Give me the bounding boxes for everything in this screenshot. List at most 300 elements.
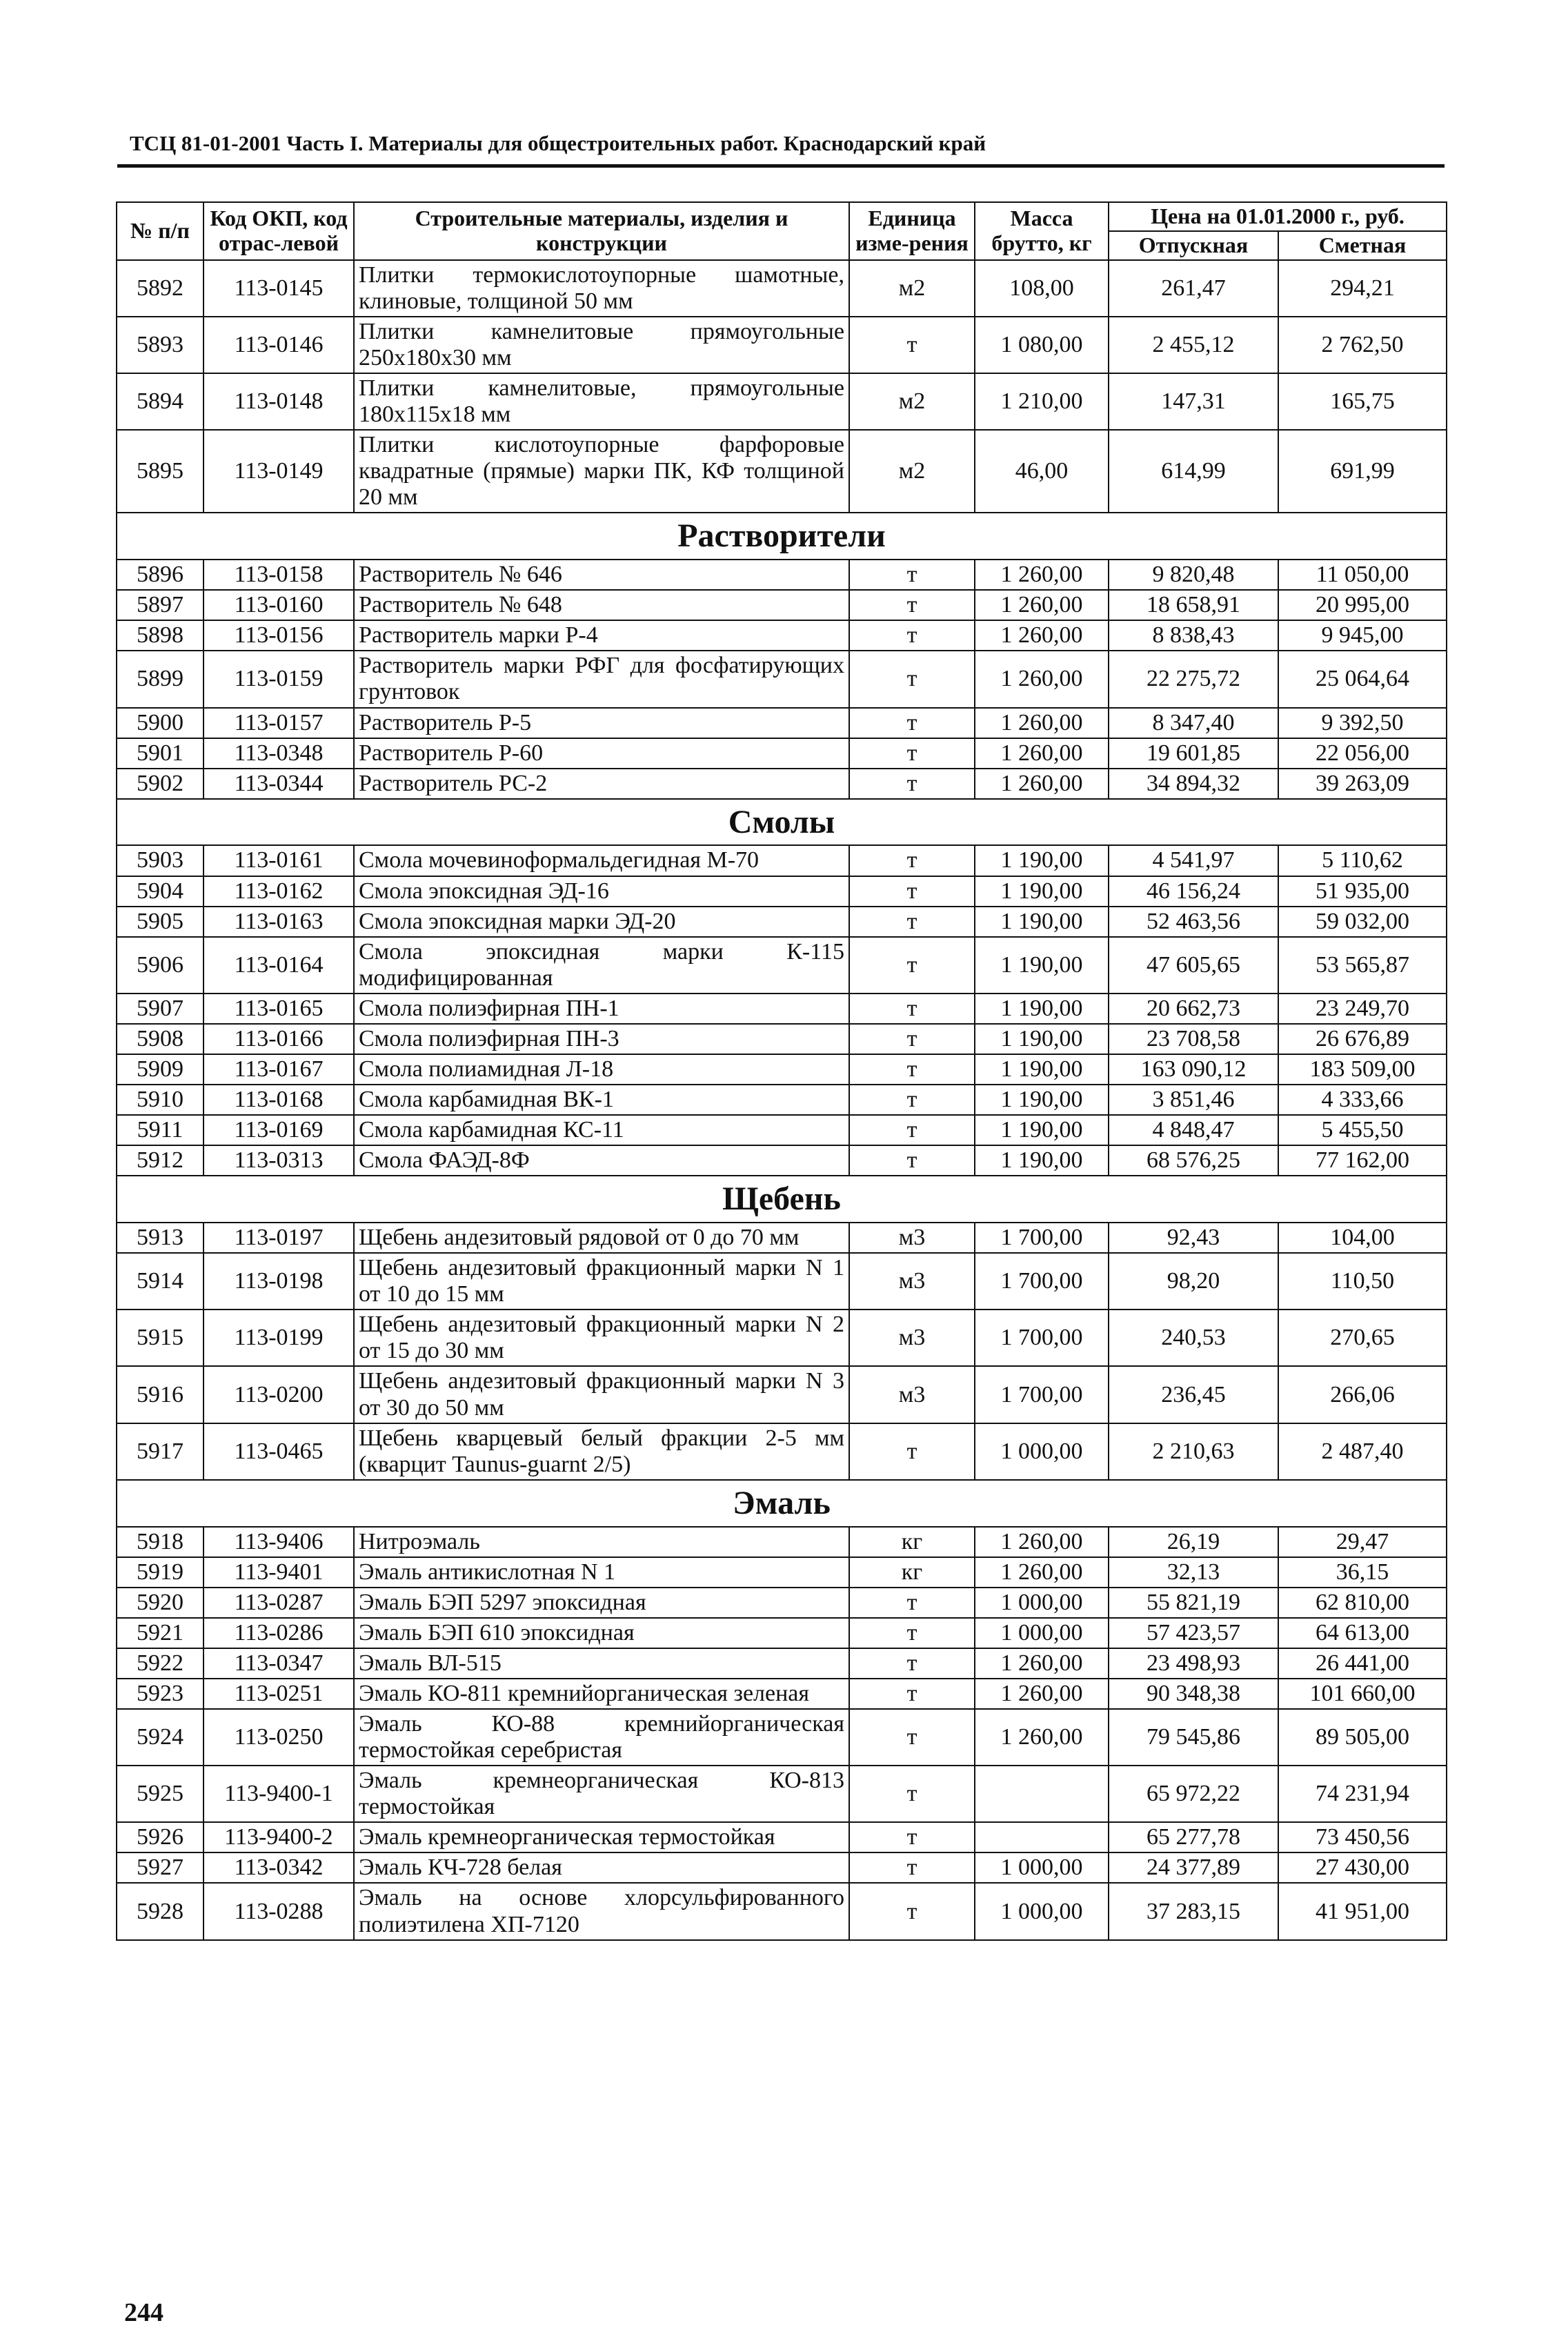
cell-price-release: 614,99	[1109, 430, 1278, 513]
table-row	[117, 769, 1447, 799]
cell-price-release: 34 894,32	[1109, 769, 1278, 799]
cell-price-release: 3 851,46	[1109, 1085, 1278, 1115]
cell-price-estimate: 29,47	[1278, 1527, 1447, 1557]
cell-mass: 1 260,00	[975, 1527, 1109, 1557]
cell-mass: 1 700,00	[975, 1310, 1109, 1366]
cell-price-estimate: 11 050,00	[1278, 560, 1447, 590]
cell-name: Эмаль ВЛ-515	[354, 1648, 849, 1679]
cell-name: Смола полиэфирная ПН-1	[354, 994, 849, 1024]
cell-name: Плитки кислотоупорные фарфоровые квадратные (прямые) марки ПК, КФ толщиной 20 мм	[354, 430, 849, 513]
cell-price-estimate: 104,00	[1278, 1223, 1447, 1253]
cell-unit: кг	[849, 1557, 975, 1588]
cell-name: Эмаль КЧ-728 белая	[354, 1852, 849, 1883]
cell-mass: 1 260,00	[975, 1679, 1109, 1709]
cell-name: Плитки камнелитовые, прямоугольные 180х115х18 мм	[354, 373, 849, 430]
cell-code: 113-0465	[204, 1423, 354, 1480]
cell-price-release: 47 605,65	[1109, 937, 1278, 994]
cell-mass: 1 260,00	[975, 1648, 1109, 1679]
table-row	[117, 708, 1447, 738]
cell-code: 113-0342	[204, 1852, 354, 1883]
cell-mass: 1 190,00	[975, 907, 1109, 937]
cell-number: 5916	[117, 1366, 204, 1423]
cell-mass: 1 260,00	[975, 620, 1109, 651]
cell-price-release: 98,20	[1109, 1253, 1278, 1310]
cell-price-estimate: 62 810,00	[1278, 1588, 1447, 1618]
cell-price-estimate: 101 660,00	[1278, 1679, 1447, 1709]
cell-price-release: 23 708,58	[1109, 1024, 1278, 1054]
cell-mass: 1 000,00	[975, 1883, 1109, 1939]
cell-mass	[975, 1766, 1109, 1822]
cell-unit: т	[849, 994, 975, 1024]
cell-number: 5914	[117, 1253, 204, 1310]
cell-mass: 1 190,00	[975, 1145, 1109, 1176]
cell-price-estimate: 22 056,00	[1278, 738, 1447, 769]
cell-number: 5902	[117, 769, 204, 799]
cell-code: 113-9406	[204, 1527, 354, 1557]
cell-price-release: 2 455,12	[1109, 317, 1278, 373]
page-header: ТСЦ 81-01-2001 Часть I. Материалы для общестроительных работ. Краснодарский край	[130, 131, 986, 155]
cell-code: 113-0197	[204, 1223, 354, 1253]
col-header-mass: Масса брутто, кг	[975, 202, 1109, 260]
table-row	[117, 317, 1447, 373]
cell-price-release: 57 423,57	[1109, 1618, 1278, 1648]
cell-unit: т	[849, 1145, 975, 1176]
cell-name: Эмаль БЭП 5297 эпоксидная	[354, 1588, 849, 1618]
cell-price-release: 24 377,89	[1109, 1852, 1278, 1883]
cell-price-estimate: 39 263,09	[1278, 769, 1447, 799]
cell-name: Растворитель Р-5	[354, 708, 849, 738]
cell-price-estimate: 183 509,00	[1278, 1054, 1447, 1085]
table-row	[117, 1115, 1447, 1145]
cell-name: Смола карбамидная ВК-1	[354, 1085, 849, 1115]
cell-mass: 1 000,00	[975, 1423, 1109, 1480]
cell-code: 113-0344	[204, 769, 354, 799]
table-row	[117, 1145, 1447, 1176]
cell-price-estimate: 74 231,94	[1278, 1766, 1447, 1822]
cell-name: Растворитель № 646	[354, 560, 849, 590]
cell-name: Эмаль кремнеорганическая КО-813 термостойкая	[354, 1766, 849, 1822]
cell-mass: 1 190,00	[975, 1054, 1109, 1085]
cell-code: 113-0159	[204, 651, 354, 707]
cell-code: 113-0347	[204, 1648, 354, 1679]
cell-price-release: 23 498,93	[1109, 1648, 1278, 1679]
table-row	[117, 1709, 1447, 1766]
cell-unit: т	[849, 620, 975, 651]
cell-code: 113-0288	[204, 1883, 354, 1939]
table-row	[117, 1588, 1447, 1618]
table-body	[117, 260, 1447, 1940]
cell-price-release: 46 156,24	[1109, 876, 1278, 907]
cell-number: 5918	[117, 1527, 204, 1557]
cell-number: 5895	[117, 430, 204, 513]
cell-number: 5893	[117, 317, 204, 373]
cell-name: Эмаль на основе хлорсульфированного полиэтилена ХП-7120	[354, 1883, 849, 1939]
cell-unit: т	[849, 769, 975, 799]
cell-price-release: 68 576,25	[1109, 1145, 1278, 1176]
cell-number: 5897	[117, 590, 204, 620]
cell-number: 5915	[117, 1310, 204, 1366]
cell-number: 5921	[117, 1618, 204, 1648]
cell-price-estimate: 165,75	[1278, 373, 1447, 430]
cell-name: Смола эпоксидная марки К-115 модифицированная	[354, 937, 849, 994]
cell-price-release: 90 348,38	[1109, 1679, 1278, 1709]
cell-price-release: 55 821,19	[1109, 1588, 1278, 1618]
cell-price-estimate: 59 032,00	[1278, 907, 1447, 937]
table-row	[117, 1679, 1447, 1709]
cell-code: 113-9401	[204, 1557, 354, 1588]
cell-mass: 1 260,00	[975, 560, 1109, 590]
cell-number: 5892	[117, 260, 204, 317]
cell-number: 5923	[117, 1679, 204, 1709]
cell-mass: 1 190,00	[975, 937, 1109, 994]
cell-name: Смола эпоксидная ЭД-16	[354, 876, 849, 907]
cell-mass: 1 080,00	[975, 317, 1109, 373]
cell-unit: т	[849, 1679, 975, 1709]
cell-code: 113-0160	[204, 590, 354, 620]
col-header-name: Строительные материалы, изделия и конструкции	[354, 202, 849, 260]
cell-mass: 1 260,00	[975, 651, 1109, 707]
cell-code: 113-0166	[204, 1024, 354, 1054]
table-row	[117, 1253, 1447, 1310]
cell-number: 5920	[117, 1588, 204, 1618]
cell-price-release: 240,53	[1109, 1310, 1278, 1366]
cell-name: Эмаль БЭП 610 эпоксидная	[354, 1618, 849, 1648]
cell-number: 5910	[117, 1085, 204, 1115]
cell-mass: 1 260,00	[975, 1557, 1109, 1588]
cell-number: 5904	[117, 876, 204, 907]
cell-number: 5925	[117, 1766, 204, 1822]
cell-mass: 1 190,00	[975, 994, 1109, 1024]
cell-name: Эмаль КО-88 кремнийорганическая термостойкая серебристая	[354, 1709, 849, 1766]
table-row	[117, 430, 1447, 513]
cell-price-release: 147,31	[1109, 373, 1278, 430]
table-row	[117, 1557, 1447, 1588]
cell-price-release: 22 275,72	[1109, 651, 1278, 707]
cell-price-estimate: 691,99	[1278, 430, 1447, 513]
cell-mass: 1 190,00	[975, 1085, 1109, 1115]
cell-price-estimate: 89 505,00	[1278, 1709, 1447, 1766]
cell-unit: т	[849, 1054, 975, 1085]
cell-name: Смола полиамидная Л-18	[354, 1054, 849, 1085]
cell-name: Смола мочевиноформальдегидная М-70	[354, 845, 849, 876]
cell-number: 5922	[117, 1648, 204, 1679]
table-row	[117, 560, 1447, 590]
cell-number: 5927	[117, 1852, 204, 1883]
cell-code: 113-0200	[204, 1366, 354, 1423]
cell-number: 5900	[117, 708, 204, 738]
cell-unit: т	[849, 1085, 975, 1115]
cell-price-estimate: 64 613,00	[1278, 1618, 1447, 1648]
table-row	[117, 1223, 1447, 1253]
cell-unit: м3	[849, 1223, 975, 1253]
cell-price-estimate: 77 162,00	[1278, 1145, 1447, 1176]
cell-mass: 1 000,00	[975, 1618, 1109, 1648]
cell-price-release: 37 283,15	[1109, 1883, 1278, 1939]
cell-code: 113-9400-1	[204, 1766, 354, 1822]
page-number: 244	[124, 2298, 163, 2327]
cell-unit: т	[849, 1822, 975, 1852]
table-row	[117, 373, 1447, 430]
cell-price-release: 19 601,85	[1109, 738, 1278, 769]
cell-unit: т	[849, 1115, 975, 1145]
cell-price-estimate: 26 676,89	[1278, 1024, 1447, 1054]
table-row	[117, 651, 1447, 707]
price-table	[116, 201, 1447, 1941]
cell-name: Растворитель № 648	[354, 590, 849, 620]
table-row	[117, 738, 1447, 769]
cell-number: 5911	[117, 1115, 204, 1145]
cell-name: Растворитель марки РФГ для фосфатирующих грунтовок	[354, 651, 849, 707]
table-row	[117, 1618, 1447, 1648]
cell-unit: т	[849, 317, 975, 373]
cell-unit: т	[849, 1588, 975, 1618]
cell-number: 5903	[117, 845, 204, 876]
cell-price-release: 26,19	[1109, 1527, 1278, 1557]
cell-price-estimate: 5 110,62	[1278, 845, 1447, 876]
cell-price-estimate: 9 392,50	[1278, 708, 1447, 738]
cell-code: 113-0158	[204, 560, 354, 590]
cell-price-estimate: 26 441,00	[1278, 1648, 1447, 1679]
cell-price-release: 4 541,97	[1109, 845, 1278, 876]
cell-code: 113-0313	[204, 1145, 354, 1176]
cell-mass: 1 260,00	[975, 738, 1109, 769]
cell-price-estimate: 110,50	[1278, 1253, 1447, 1310]
cell-code: 113-0198	[204, 1253, 354, 1310]
table-row	[117, 1527, 1447, 1557]
cell-code: 113-0167	[204, 1054, 354, 1085]
cell-price-release: 79 545,86	[1109, 1709, 1278, 1766]
cell-mass: 1 190,00	[975, 876, 1109, 907]
table-row	[117, 907, 1447, 937]
cell-unit: т	[849, 560, 975, 590]
cell-unit: т	[849, 651, 975, 707]
table-row	[117, 620, 1447, 651]
cell-number: 5926	[117, 1822, 204, 1852]
cell-mass: 1 260,00	[975, 769, 1109, 799]
cell-price-estimate: 266,06	[1278, 1366, 1447, 1423]
cell-price-estimate: 2 487,40	[1278, 1423, 1447, 1480]
table-row	[117, 1883, 1447, 1939]
table-row	[117, 260, 1447, 317]
cell-name: Эмаль КО-811 кремнийорганическая зеленая	[354, 1679, 849, 1709]
cell-price-release: 8 838,43	[1109, 620, 1278, 651]
cell-code: 113-0148	[204, 373, 354, 430]
cell-code: 113-0145	[204, 260, 354, 317]
cell-code: 113-0163	[204, 907, 354, 937]
cell-unit: т	[849, 876, 975, 907]
cell-code: 113-0199	[204, 1310, 354, 1366]
cell-price-estimate: 270,65	[1278, 1310, 1447, 1366]
cell-name: Растворитель Р-60	[354, 738, 849, 769]
cell-unit: т	[849, 937, 975, 994]
cell-name: Эмаль антикислотная N 1	[354, 1557, 849, 1588]
cell-price-release: 261,47	[1109, 260, 1278, 317]
cell-number: 5909	[117, 1054, 204, 1085]
cell-code: 113-0161	[204, 845, 354, 876]
cell-unit: т	[849, 845, 975, 876]
table-row	[117, 845, 1447, 876]
cell-mass: 1 000,00	[975, 1588, 1109, 1618]
cell-price-release: 8 347,40	[1109, 708, 1278, 738]
cell-unit: т	[849, 590, 975, 620]
cell-unit: т	[849, 1648, 975, 1679]
cell-price-estimate: 23 249,70	[1278, 994, 1447, 1024]
cell-code: 113-0146	[204, 317, 354, 373]
cell-name: Растворитель марки Р-4	[354, 620, 849, 651]
cell-unit: м3	[849, 1253, 975, 1310]
cell-name: Смола эпоксидная марки ЭД-20	[354, 907, 849, 937]
table-row	[117, 994, 1447, 1024]
cell-price-estimate: 4 333,66	[1278, 1085, 1447, 1115]
section-row	[117, 513, 1447, 560]
section-title: Растворители	[117, 513, 1447, 560]
cell-number: 5898	[117, 620, 204, 651]
section-row	[117, 1480, 1447, 1527]
cell-name: Щебень андезитовый фракционный марки N 3 от 30 до 50 мм	[354, 1366, 849, 1423]
cell-code: 113-0168	[204, 1085, 354, 1115]
cell-mass: 1 190,00	[975, 1115, 1109, 1145]
cell-code: 113-0162	[204, 876, 354, 907]
cell-unit: т	[849, 708, 975, 738]
cell-number: 5908	[117, 1024, 204, 1054]
cell-number: 5924	[117, 1709, 204, 1766]
cell-mass: 1 260,00	[975, 1709, 1109, 1766]
cell-number: 5896	[117, 560, 204, 590]
cell-code: 113-0164	[204, 937, 354, 994]
cell-price-estimate: 73 450,56	[1278, 1822, 1447, 1852]
cell-price-release: 236,45	[1109, 1366, 1278, 1423]
table-row	[117, 1766, 1447, 1822]
cell-name: Щебень андезитовый рядовой от 0 до 70 мм	[354, 1223, 849, 1253]
table-row	[117, 590, 1447, 620]
cell-mass: 1 190,00	[975, 845, 1109, 876]
cell-name: Плитки термокислотоупорные шамотные, клиновые, толщиной 50 мм	[354, 260, 849, 317]
section-row	[117, 1176, 1447, 1223]
cell-number: 5894	[117, 373, 204, 430]
cell-unit: м2	[849, 260, 975, 317]
cell-price-release: 2 210,63	[1109, 1423, 1278, 1480]
section-row	[117, 799, 1447, 846]
cell-price-release: 32,13	[1109, 1557, 1278, 1588]
cell-price-release: 163 090,12	[1109, 1054, 1278, 1085]
cell-name: Смола ФАЭД-8Ф	[354, 1145, 849, 1176]
cell-price-estimate: 36,15	[1278, 1557, 1447, 1588]
cell-unit: т	[849, 1423, 975, 1480]
table-row	[117, 1085, 1447, 1115]
cell-number: 5899	[117, 651, 204, 707]
cell-unit: м2	[849, 373, 975, 430]
table-header	[117, 202, 1447, 260]
cell-price-release: 52 463,56	[1109, 907, 1278, 937]
cell-price-release: 92,43	[1109, 1223, 1278, 1253]
cell-price-estimate: 25 064,64	[1278, 651, 1447, 707]
col-header-code: Код ОКП, код отрас-левой	[204, 202, 354, 260]
cell-mass	[975, 1822, 1109, 1852]
cell-number: 5912	[117, 1145, 204, 1176]
cell-price-estimate: 9 945,00	[1278, 620, 1447, 651]
cell-price-release: 4 848,47	[1109, 1115, 1278, 1145]
cell-name: Нитроэмаль	[354, 1527, 849, 1557]
cell-code: 113-0165	[204, 994, 354, 1024]
cell-unit: т	[849, 1766, 975, 1822]
cell-price-release: 65 277,78	[1109, 1822, 1278, 1852]
table-row	[117, 1822, 1447, 1852]
table-row	[117, 1054, 1447, 1085]
cell-mass: 1 210,00	[975, 373, 1109, 430]
table-row	[117, 876, 1447, 907]
cell-price-estimate: 27 430,00	[1278, 1852, 1447, 1883]
table-row	[117, 1310, 1447, 1366]
section-title: Смолы	[117, 799, 1447, 846]
cell-price-estimate: 294,21	[1278, 260, 1447, 317]
cell-name: Щебень андезитовый фракционный марки N 2 от 15 до 30 мм	[354, 1310, 849, 1366]
cell-name: Плитки камнелитовые прямоугольные 250х180х30 мм	[354, 317, 849, 373]
cell-price-release: 18 658,91	[1109, 590, 1278, 620]
cell-unit: т	[849, 1852, 975, 1883]
cell-name: Смола карбамидная КС-11	[354, 1115, 849, 1145]
cell-number: 5905	[117, 907, 204, 937]
cell-code: 113-0149	[204, 430, 354, 513]
cell-mass: 1 260,00	[975, 590, 1109, 620]
table-row	[117, 1024, 1447, 1054]
cell-price-release: 20 662,73	[1109, 994, 1278, 1024]
cell-code: 113-0251	[204, 1679, 354, 1709]
col-header-price-estimate: Сметная	[1278, 231, 1447, 260]
cell-price-estimate: 2 762,50	[1278, 317, 1447, 373]
col-header-price-group: Цена на 01.01.2000 г., руб.	[1109, 202, 1447, 231]
cell-unit: кг	[849, 1527, 975, 1557]
cell-price-estimate: 5 455,50	[1278, 1115, 1447, 1145]
table-row	[117, 1648, 1447, 1679]
cell-unit: т	[849, 907, 975, 937]
cell-unit: т	[849, 738, 975, 769]
cell-unit: т	[849, 1024, 975, 1054]
cell-name: Щебень андезитовый фракционный марки N 1 от 10 до 15 мм	[354, 1253, 849, 1310]
cell-code: 113-0157	[204, 708, 354, 738]
cell-unit: т	[849, 1883, 975, 1939]
cell-unit: м3	[849, 1366, 975, 1423]
table-row	[117, 1852, 1447, 1883]
table-row	[117, 1366, 1447, 1423]
cell-price-estimate: 51 935,00	[1278, 876, 1447, 907]
cell-number: 5906	[117, 937, 204, 994]
cell-code: 113-0287	[204, 1588, 354, 1618]
table-row	[117, 937, 1447, 994]
cell-code: 113-0250	[204, 1709, 354, 1766]
cell-name: Эмаль кремнеорганическая термостойкая	[354, 1822, 849, 1852]
cell-unit: м2	[849, 430, 975, 513]
cell-price-estimate: 41 951,00	[1278, 1883, 1447, 1939]
section-title: Эмаль	[117, 1480, 1447, 1527]
cell-code: 113-0169	[204, 1115, 354, 1145]
cell-mass: 1 700,00	[975, 1253, 1109, 1310]
cell-name: Растворитель РС-2	[354, 769, 849, 799]
cell-unit: т	[849, 1709, 975, 1766]
cell-number: 5919	[117, 1557, 204, 1588]
cell-mass: 1 000,00	[975, 1852, 1109, 1883]
cell-price-estimate: 20 995,00	[1278, 590, 1447, 620]
cell-name: Щебень кварцевый белый фракции 2-5 мм (кварцит Taunus-guarnt 2/5)	[354, 1423, 849, 1480]
cell-mass: 1 190,00	[975, 1024, 1109, 1054]
cell-unit: м3	[849, 1310, 975, 1366]
header-rule	[117, 164, 1445, 168]
cell-mass: 1 260,00	[975, 708, 1109, 738]
cell-number: 5928	[117, 1883, 204, 1939]
col-header-n: № п/п	[117, 202, 204, 260]
section-title: Щебень	[117, 1176, 1447, 1223]
cell-number: 5913	[117, 1223, 204, 1253]
cell-price-release: 9 820,48	[1109, 560, 1278, 590]
